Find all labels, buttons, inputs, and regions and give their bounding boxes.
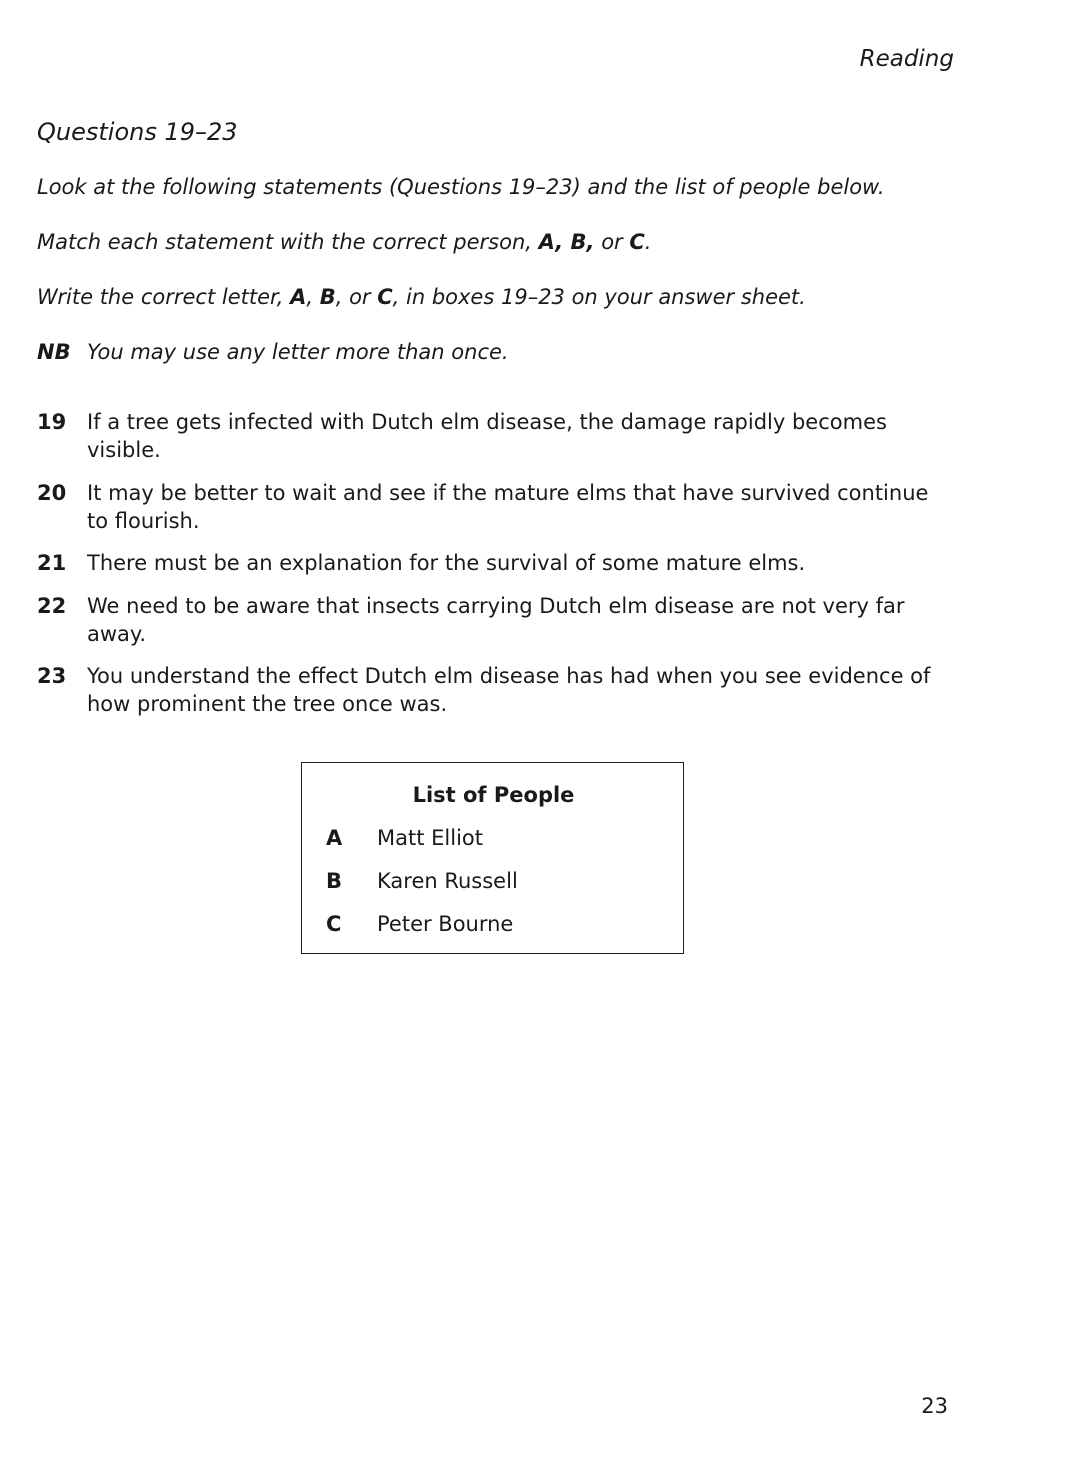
statement-number: 19 xyxy=(37,410,67,434)
person-letter: C xyxy=(326,912,342,936)
person-a xyxy=(326,826,483,850)
statement-text: We need to be aware that insects carrying Dutch elm disease are not very far away. xyxy=(87,593,905,646)
statement-22 xyxy=(37,592,937,648)
statement-text: If a tree gets infected with Dutch elm disease, the damage rapidly becomes visible. xyxy=(87,410,887,462)
person-letter: A xyxy=(326,826,343,850)
person-name: Matt Elliot xyxy=(377,826,483,850)
statement-19 xyxy=(37,408,937,464)
person-name: Peter Bourne xyxy=(377,912,514,936)
instruction-match-or: or xyxy=(594,230,630,254)
nb-label: NB xyxy=(37,340,71,364)
statement-number: 23 xyxy=(37,664,67,688)
statement-text: You understand the effect Dutch elm disease has had when you see evidence of how prominent the tree once was. xyxy=(87,664,931,716)
nb-text: You may use any letter more than once. xyxy=(87,340,509,364)
instruction-write-sep1: , xyxy=(306,285,320,309)
statement-number: 21 xyxy=(37,551,67,575)
instruction-look: Look at the following statements (Questions 19–23) and the list of people below. xyxy=(37,175,885,199)
instruction-match-end: . xyxy=(644,230,652,254)
instruction-write-sep2: , or xyxy=(335,285,378,309)
person-name: Karen Russell xyxy=(377,869,518,893)
statement-text: There must be an explanation for the survival of some mature elms. xyxy=(87,551,806,575)
instruction-match-letters: A, B, xyxy=(538,230,595,254)
instruction-write xyxy=(37,285,806,309)
statement-21 xyxy=(37,549,937,577)
instruction-write-end: , in boxes 19–23 on your answer sheet. xyxy=(392,285,806,309)
statement-20 xyxy=(37,479,937,535)
statement-text: It may be better to wait and see if the mature elms that have survived continue to flourish. xyxy=(87,480,929,533)
statement-number: 22 xyxy=(37,593,67,618)
instruction-write-letter-a: A xyxy=(290,285,307,309)
person-letter: B xyxy=(326,869,343,893)
instruction-write-letter-c: C xyxy=(377,285,393,309)
instruction-write-text: Write the correct letter, xyxy=(37,285,291,309)
people-list-title: List of People xyxy=(412,783,575,807)
statement-number: 20 xyxy=(37,480,67,505)
people-list-box xyxy=(301,762,684,954)
running-head: Reading xyxy=(859,46,954,72)
person-b xyxy=(326,869,518,893)
statement-list xyxy=(37,408,937,733)
page-number: 23 xyxy=(921,1394,948,1418)
instruction-match xyxy=(37,230,651,254)
instruction-write-letter-b: B xyxy=(319,285,336,309)
instruction-match-last-letter: C xyxy=(629,230,645,254)
person-c xyxy=(326,912,513,936)
statement-23 xyxy=(37,662,937,718)
instruction-match-text: Match each statement with the correct person, xyxy=(37,230,539,254)
questions-heading: Questions 19–23 xyxy=(37,118,238,146)
